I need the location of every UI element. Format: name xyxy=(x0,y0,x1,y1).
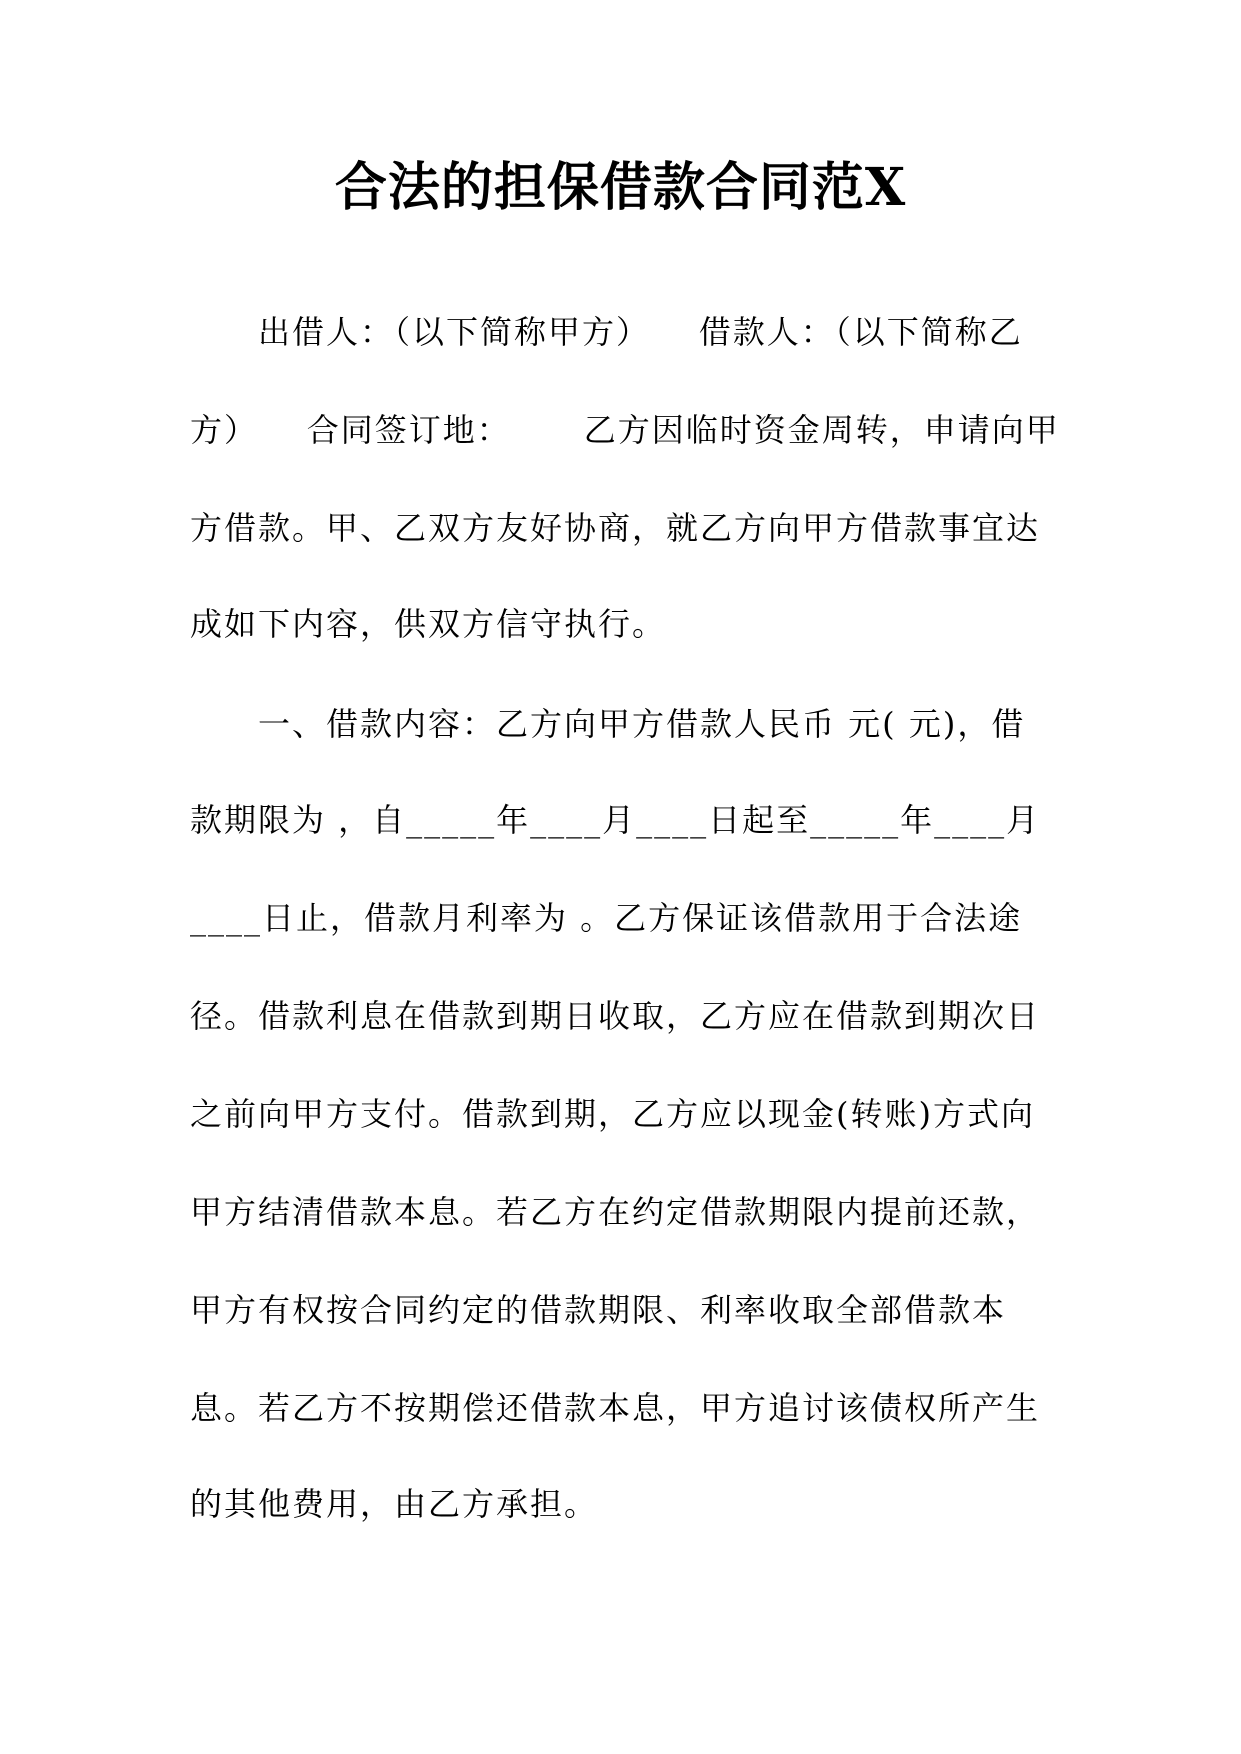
paragraph-line: 的其他费用，由乙方承担。 xyxy=(190,1485,599,1523)
document-title: 合法的担保借款合同范X xyxy=(334,157,907,218)
paragraph-line: 甲方有权按合同约定的借款期限、利率收取全部借款本 xyxy=(190,1291,1007,1329)
paragraph-line: 甲方结清借款本息。若乙方在约定借款期限内提前还款， xyxy=(190,1193,1041,1231)
paragraph-line: 一、借款内容：乙方向甲方借款人民币 元( 元)，借 xyxy=(258,705,1026,743)
paragraph-line: ____日止，借款月利率为 。乙方保证该借款用于合法途 xyxy=(190,899,1023,937)
paragraph-line: 成如下内容，供双方信守执行。 xyxy=(190,605,667,643)
paragraph-line: 款期限为 ，自_____年____月____日起至_____年____月 xyxy=(190,801,1041,839)
paragraph-line: 之前向甲方支付。借款到期，乙方应以现金(转账)方式向 xyxy=(190,1095,1035,1133)
paragraph-line: 方） 合同签订地： 乙方因临时资金周转，申请向甲 xyxy=(190,411,1060,449)
paragraph-line: 径。借款利息在借款到期日收取，乙方应在借款到期次日 xyxy=(190,997,1041,1035)
paragraph-line: 息。若乙方不按期偿还借款本息，甲方追讨该债权所产生 xyxy=(190,1389,1041,1427)
paragraph-line: 方借款。甲、乙双方友好协商，就乙方向甲方借款事宜达 xyxy=(190,509,1041,547)
paragraph-line: 出借人：（以下简称甲方） 借款人：（以下简称乙 xyxy=(258,313,1023,351)
